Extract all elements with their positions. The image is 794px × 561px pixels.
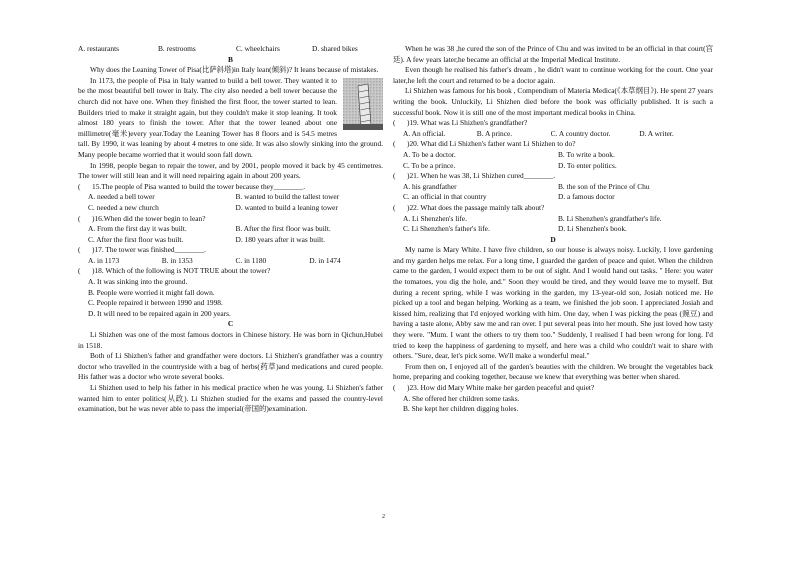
- q16-option-a: A. From the first day it was built.: [88, 224, 187, 234]
- q23-option-a: A. She offered her children some tasks.: [403, 393, 520, 403]
- q22-option-d: D. Li Shenzhen's book.: [558, 224, 627, 234]
- q20-option-b: B. To write a book.: [558, 149, 615, 159]
- question-20-stem: )20. What did Li Shizhen's father want Li Shizhen to do?: [407, 139, 576, 149]
- q14-option-d: D. shared bikes: [312, 44, 358, 53]
- q18-option-d: D. It will need to be repaired again in 200 years.: [88, 308, 231, 318]
- question-19-stem: )19. What was Li Shizhen's grandfather?: [407, 118, 528, 128]
- q15-option-c: C. needed a new church: [88, 202, 159, 212]
- q16-option-b: B. After the first floor was built.: [235, 224, 331, 234]
- question-21-stem: )21. When he was 38, Li Shizhen cured________.: [407, 171, 556, 181]
- question-17-options: [78, 256, 383, 267]
- passage-c-paragraph-5: Even though he realised his father's dream , he didn't want to continue working for the court. One year later,he left the court and returned to be a doctor again.: [393, 65, 713, 85]
- left-column: [78, 44, 383, 415]
- question-22: ( )22. What does the passage mainly talk about?: [393, 203, 713, 214]
- question-18-stem: )18. Which of the following is NOT TRUE about the tower?: [92, 266, 271, 276]
- q19-option-d: D. A writer.: [639, 128, 674, 138]
- question-22-options: [393, 214, 713, 235]
- q20-option-a: A. To be a doctor.: [403, 149, 456, 159]
- q16-option-d: D. 180 years after it was built.: [235, 234, 325, 244]
- question-16-stem: )16.When did the tower begin to lean?: [92, 213, 206, 223]
- passage-c-paragraph-4: When he was 38 ,he cured the son of the Prince of Chu and was invited to be an official in that court(宫廷). A few years later,he became an official at the Imperial Medical Institute.: [393, 44, 713, 64]
- question-21: ( )21. When he was 38, Li Shizhen cured________.: [393, 171, 713, 182]
- q18-option-a: A. It was sinking into the ground.: [88, 277, 188, 287]
- q21-option-a: A. his grandfather: [403, 181, 457, 191]
- q23-option-b: B. She kept her children digging holes.: [403, 404, 519, 414]
- q22-option-a: A. Li Shenzhen's life.: [403, 213, 467, 223]
- q22-option-c: C. Li Shenzhen's father's life.: [403, 224, 490, 234]
- question-23-stem: )23. How did Mary White make her garden peaceful and quiet?: [407, 383, 595, 392]
- page-number: 2: [382, 514, 385, 520]
- q21-option-d: D. a famous doctor: [558, 192, 615, 202]
- passage-d-paragraph-1: My name is Mary White. I have five children, so our house is always noisy. Luckily, I love gardening and my garden helps me relax. For a long time, I guarded the garden of peace and quiet. When the children came to the garden, I would expect them to be out of sight. And I would hand out tasks. " Here: you water the tomatoes, you dig the hole, and." Soon they would be tired, and they would leave me to myself. But during a recent spring, while I was working in the garden, my 13-year-old son, Josiah noticed me. He picked up a tool and began helping. Working as a team, we finished the job soon. I appreciated Josiah and kissed him, realizing that I'd enjoyed working with him. One day, when I was picking the peas (豌豆) and having a taste alone, Abby saw me and ran over. I put several peas into her mouth. She just loved how tasty they were. "Mum. I want the others to try them too." Suddenly, I realised I had been wrong for long. I'd tried to keep the happiness of gardening to myself, and here was a child who couldn't wait to share with others. "Sure, dear, let's pick some. We'll make a wonderful meal.": [393, 245, 713, 361]
- q14-option-c: C. wheelchairs: [236, 44, 280, 53]
- question-15-options: [78, 192, 383, 213]
- q19-option-c: C. A country doctor.: [550, 128, 611, 138]
- q19-option-b: B. A prince.: [476, 128, 513, 138]
- section-b-heading: B: [228, 54, 233, 64]
- q14-options: [78, 44, 383, 55]
- question-23-options: [393, 394, 713, 415]
- question-22-stem: )22. What does the passage mainly talk about?: [407, 202, 545, 212]
- question-20-options: [393, 150, 713, 171]
- right-column: [393, 44, 713, 415]
- passage-b-paragraph-1: In 1173, the people of Pisa in Italy wanted to build a bell tower. They wanted it to be the most beautiful bell tower in Italy. The city also needed a bell tower because the church did not have one. When they finished the first floor, the tower started to lean. Builders tried to make it straight again, but they couldn't make it stop leaning. It took almost 180 years to finish the tower. After that the tower leaned about one millimetre(毫米)every year.Today the Leaning Tower has 8 floors and is 54.5 metres tall. By 1990, it was leaning by about 4 metres to one side. It was also slowly sinking into the ground. Many people became worried that it would soon fall down.: [78, 75, 383, 159]
- q20-option-d: D. To enter politics.: [558, 160, 617, 170]
- passage-d-paragraph-2: From then on, I enjoyed all of the garden's beauties with the children. We brought the vegetables back home, preparing and cooking together, because we knew that everything was better when shared.: [393, 361, 713, 382]
- q20-option-c: C. To be a prince.: [403, 160, 456, 170]
- q19-option-a: A. An official.: [403, 128, 446, 138]
- question-17: ( )17. The tower was finished________.: [78, 245, 383, 256]
- question-16-options: [78, 224, 383, 245]
- q21-option-b: B. the son of the Prince of Chu: [558, 181, 650, 191]
- q18-option-c: C. People repaired it between 1990 and 1998.: [88, 298, 223, 308]
- leaning-tower-image: [343, 78, 383, 130]
- passage-c-paragraph-3: Li Shizhen used to help his father in his medical practice when he was young. Li Shizhen's father wanted him to enter politics(从政). Li Shizhen studied for the exams and passed the country-level examination, but he was never able to pass the imperial(帝国的)examination.: [78, 383, 383, 414]
- question-15: ( 15.The people of Pisa wanted to build the tower because they________.: [78, 182, 383, 193]
- passage-c-paragraph-2: Both of Li Shizhen's father and grandfather were doctors. Li Shizhen's grandfather was a country doctor who travelled in the countryside with a bag of herbs(药草)and medications and cured people. His father was a doctor who wrote several books.: [78, 351, 383, 382]
- q18-option-b: B. People were worried it might fall down.: [88, 287, 215, 297]
- question-18-options: [78, 277, 383, 319]
- passage-b-intro: Why does the Leaning Tower of Pisa(比萨斜塔)in Italy lean(倾斜)? It leans because of mistakes.: [90, 65, 379, 75]
- q14-option-b: B. restrooms: [158, 44, 196, 53]
- q17-option-d: D. in 1474: [309, 255, 341, 265]
- q17-option-a: A. in 1173: [88, 255, 120, 265]
- question-20: ( )20. What did Li Shizhen's father want Li Shizhen to do?: [393, 139, 713, 150]
- question-19-options: [393, 129, 713, 140]
- q22-option-b: B. Li Shenzhen's grandfather's life.: [558, 213, 662, 223]
- passage-c-paragraph-1: Li Shizhen was one of the most famous doctors in Chinese history. He was born in Qichun,Hubei in 1518.: [78, 330, 383, 350]
- q15-option-a: A. needed a bell tower: [88, 192, 155, 202]
- q17-option-b: B. in 1353: [161, 255, 193, 265]
- question-17-stem: )17. The tower was finished________.: [92, 245, 206, 255]
- question-23: ( )23. How did Mary White make her garden peaceful and quiet?: [393, 383, 713, 394]
- question-21-options: [393, 182, 713, 203]
- passage-b-paragraph-2: In 1998, people began to repair the tower, and by 2001, people moved it back by 45 centimetres. The tower will still lean and it will need repairing again in about 200 years.: [78, 160, 383, 181]
- q15-option-b: B. wanted to build the tallest tower: [235, 192, 340, 202]
- question-16: ( )16.When did the tower begin to lean?: [78, 214, 383, 225]
- q17-option-c: C. in 1180: [235, 255, 267, 265]
- section-d-heading: D: [550, 234, 556, 244]
- q14-option-a: A. restaurants: [78, 44, 120, 53]
- q21-option-c: C. an official in that country: [403, 192, 487, 202]
- q16-option-c: C. After the first floor was built.: [88, 234, 184, 244]
- passage-c-paragraph-6: Li Shizhen was famous for his book , Compendium of Materia Medica(《本草纲目》). He spent 27 years writing the book. Unluckily, Li Shizhen died before the book was officially published. It is such a successful book. Now it is still one of the most important medical books in China.: [393, 86, 713, 117]
- section-c-heading: C: [227, 319, 234, 329]
- q15-option-d: D. wanted to build a leaning tower: [235, 202, 338, 212]
- question-15-stem: 15.The people of Pisa wanted to build the tower because they________.: [92, 181, 306, 191]
- question-19: ( )19. What was Li Shizhen's grandfather?: [393, 118, 713, 129]
- question-18: ( )18. Which of the following is NOT TRUE about the tower?: [78, 266, 383, 277]
